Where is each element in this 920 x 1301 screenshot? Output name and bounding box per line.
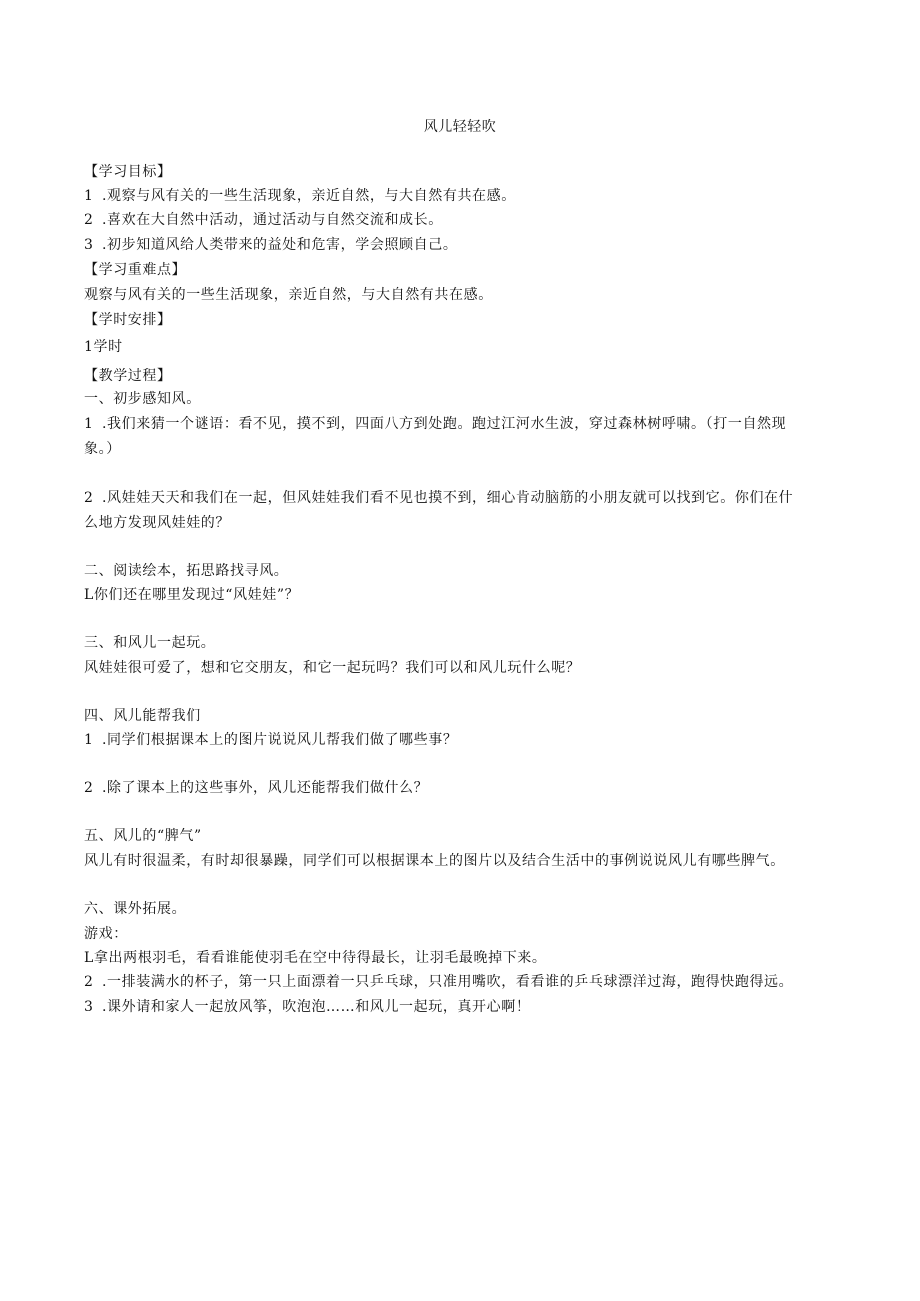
section-3-title: 三、和风儿一起玩。 [84, 635, 216, 651]
goal-2-text: .喜欢在大自然中活动，通过活动与自然交流和成长。 [102, 212, 443, 228]
section-1-title: 一、初步感知风。 [84, 391, 201, 407]
schedule-text: 1学时 [84, 339, 123, 355]
key-points-text: 观察与风有关的一些生活现象，亲近自然，与大自然有共在感。 [84, 287, 493, 303]
goal-item-1 [84, 186, 836, 206]
section-1-item-2-number: 2 [84, 490, 94, 506]
section-6-game-label: 游戏： [84, 926, 128, 942]
section-6-item-2-number: 2 [84, 974, 94, 990]
section-1-item-1-line-a [84, 414, 836, 434]
section-6-item-3-number: 3 [84, 999, 94, 1015]
section-6-title: 六、课外拓展。 [84, 901, 187, 917]
goal-3-text: .初步知道风给人类带来的益处和危害，学会照顾自己。 [102, 237, 458, 253]
goal-1-number: 1 [84, 188, 94, 204]
section-2-item-1: L你们还在哪里发现过“风娃娃”？ [84, 587, 300, 603]
section-6-item-2 [84, 972, 836, 992]
section-1-item-2-text: .风娃娃天天和我们在一起，但风娃娃我们看不见也摸不到，细心肯动脑筋的小朋友就可以找到它。你们在什 [102, 490, 794, 506]
section-6-item-3-text: .课外请和家人一起放风筝，吹泡泡……和风儿一起玩，真开心啊！ [102, 999, 531, 1015]
section-4-item-1-number: 1 [84, 732, 94, 748]
section-4-item-2 [84, 778, 836, 798]
heading-process: 【教学过程】 [84, 368, 172, 384]
goal-2-number: 2 [84, 212, 94, 228]
section-1-item-2-line-b: 么地方发现风娃娃的？ [84, 515, 230, 531]
section-4-item-1 [84, 730, 836, 750]
section-6-item-3 [84, 997, 836, 1017]
heading-key-points: 【学习重难点】 [84, 262, 187, 278]
section-4-item-2-number: 2 [84, 780, 94, 796]
heading-learning-goals: 【学习目标】 [84, 164, 172, 180]
section-5-title: 五、风儿的“脾气” [84, 828, 202, 844]
section-1-item-1-number: 1 [84, 416, 94, 432]
goal-1-text: .观察与风有关的一些生活现象，亲近自然，与大自然有共在感。 [102, 188, 516, 204]
document-title: 风儿轻轻吹 [423, 119, 497, 135]
goal-item-2 [84, 210, 836, 230]
section-1-item-1-line-b: 象。） [84, 441, 121, 457]
section-4-title: 四、风儿能帮我们 [84, 708, 201, 724]
section-3-text: 风娃娃很可爱了，想和它交朋友，和它一起玩吗？我们可以和风儿玩什么呢？ [84, 660, 581, 676]
section-1-item-2-line-a [84, 488, 836, 508]
section-6-item-2-text: .一排装满水的杯子，第一只上面漂着一只乒乓球，只准用嘴吹，看看谁的乒乓球漂洋过海，跑得快跑得远。 [102, 974, 794, 990]
heading-schedule: 【学时安排】 [84, 312, 172, 328]
section-5-text: 风儿有时很温柔，有时却很暴躁，同学们可以根据课本上的图片以及结合生活中的事例说说风儿有哪些脾气。 [84, 853, 785, 869]
section-2-title: 二、阅读绘本，拓思路找寻风。 [84, 563, 289, 579]
section-4-item-1-text: .同学们根据课本上的图片说说风儿帮我们做了哪些事？ [102, 732, 458, 748]
goal-3-number: 3 [84, 237, 94, 253]
goal-item-3 [84, 235, 836, 255]
section-4-item-2-text: .除了课本上的这些事外，风儿还能帮我们做什么？ [102, 780, 429, 796]
section-1-item-1-text: .我们来猜一个谜语：看不见，摸不到，四面八方到处跑。跑过江河水生波，穿过森林树呼啸。（打一自然现 [102, 416, 787, 432]
section-6-item-1: L拿出两根羽毛，看看谁能使羽毛在空中待得最长，让羽毛最晚掉下来。 [84, 950, 547, 966]
